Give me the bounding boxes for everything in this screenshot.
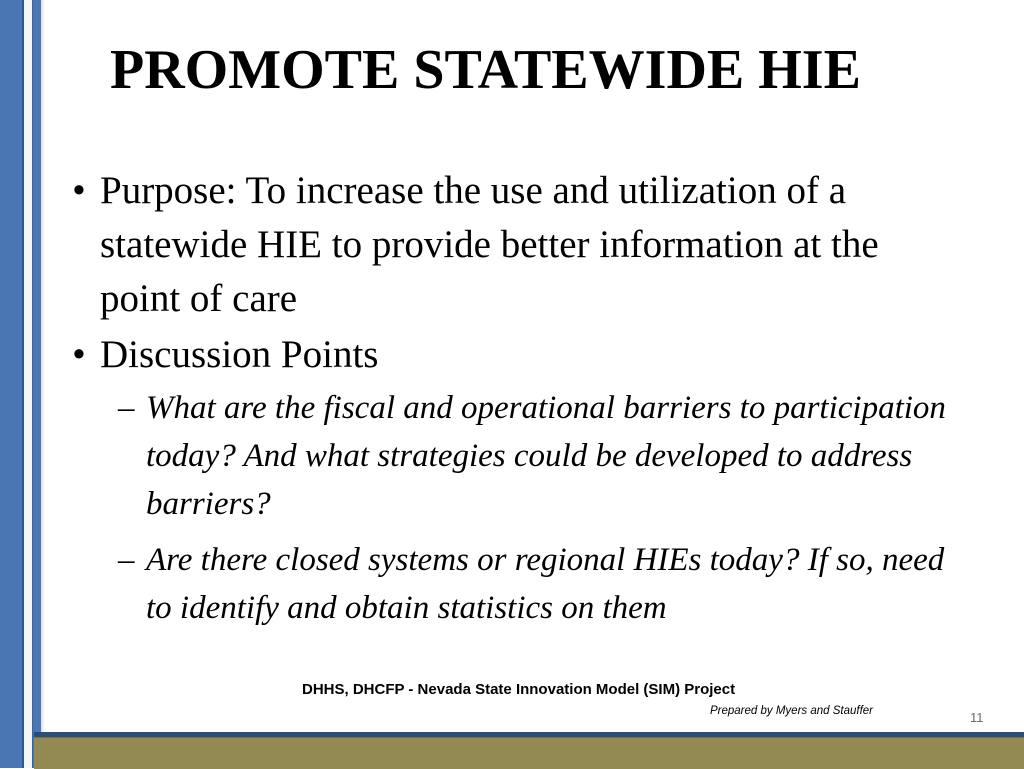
sub-bullet-closed-systems <box>118 536 968 632</box>
sub-bullet-marker: – <box>118 390 135 426</box>
left-border-gap <box>24 0 32 768</box>
footer-prepared-by: Prepared by Myers and Stauffer <box>710 705 873 717</box>
frame-shadow <box>41 0 45 768</box>
slide-number: 11 <box>970 710 984 725</box>
slide-body <box>58 164 968 632</box>
bullet-marker: • <box>72 169 86 212</box>
bullet-text: Discussion Points <box>100 333 379 376</box>
left-border-outer <box>0 0 24 768</box>
bullet-discussion-points <box>58 328 968 382</box>
footer-project-name: DHHS, DHCFP - Nevada State Innovation Model (SIM) Project <box>302 681 736 698</box>
bullet-text: Purpose: To increase the use and utilization of a statewide HIE to provide better information at the point of care <box>100 169 879 320</box>
sub-bullet-text: Are there closed systems or regional HIEs today? If so, need to identify and obtain statistics on them <box>146 542 945 626</box>
slide-title: PROMOTE STATEWIDE HIE <box>110 39 861 101</box>
bottom-band-olive <box>34 737 1024 769</box>
sub-bullet-marker: – <box>118 542 135 578</box>
bullet-marker: • <box>72 333 86 376</box>
sub-bullet-text: What are the fiscal and operational barriers to participation today? And what strategies could be developed to address barriers? <box>146 390 946 522</box>
bullet-purpose <box>58 164 968 326</box>
sub-bullet-barriers <box>118 384 968 528</box>
